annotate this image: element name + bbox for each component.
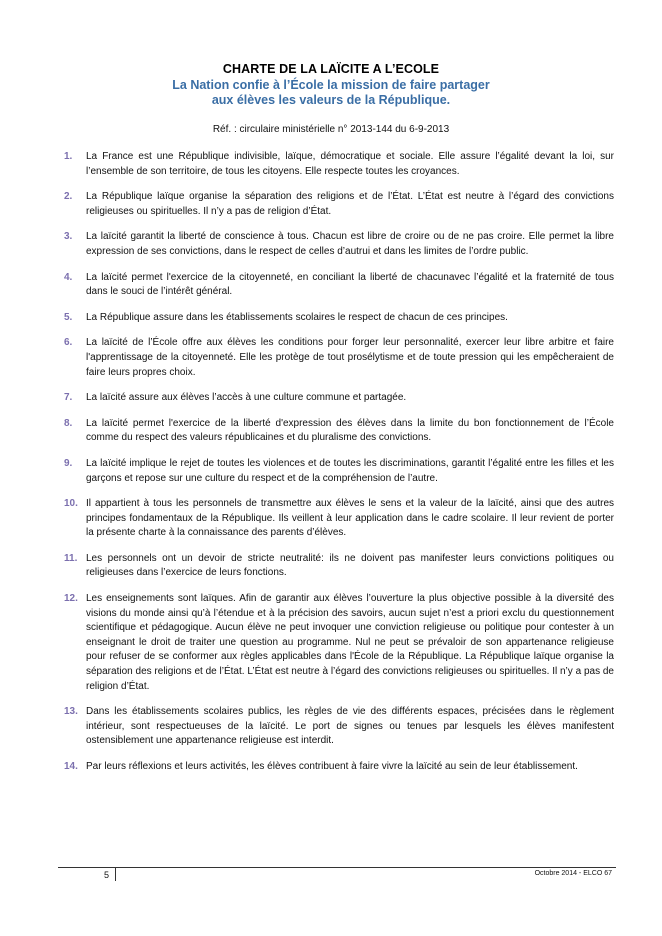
article-number: 13. (64, 706, 78, 718)
article-item (64, 311, 614, 326)
article-item (64, 230, 614, 259)
article-item (64, 150, 614, 179)
article-item (64, 592, 614, 694)
article-number: 7. (64, 392, 73, 404)
article-list (64, 150, 614, 775)
subtitle-line-1: La Nation confie à l’École la mission de faire partager (172, 78, 490, 92)
article-number: 5. (64, 311, 73, 323)
article-text: La République assure dans les établissements scolaires le respect de chacun de ces principes. (86, 311, 508, 323)
document-title: CHARTE DE LA LAÏCITE A L’ECOLE (222, 62, 440, 76)
article-item (64, 417, 614, 446)
article-number: 14. (64, 761, 78, 772)
article-text: Par leurs réflexions et leurs activités, les élèves contribuent à faire vivre la laïcité au sein de leur établissement. (86, 761, 578, 772)
article-item (64, 552, 614, 581)
article-item (64, 760, 614, 775)
article-number: 8. (64, 417, 73, 429)
article-number: 9. (64, 457, 73, 469)
footer-divider (58, 867, 616, 868)
article-number: 3. (64, 231, 73, 243)
article-text: Les personnels ont un devoir de stricte neutralité: ils ne doivent pas manifester leurs convictions politiques ou religieuses dans l’exercice de leurs fonctions. (86, 552, 614, 579)
article-item (64, 457, 614, 486)
article-text: La laïcité assure aux élèves l’accès à une culture commune et partagée. (86, 392, 407, 404)
article-item (64, 391, 614, 406)
article-item (64, 705, 614, 749)
article-text: La France est une République indivisible, laïque, démocratique et sociale. Elle assure l’égalité devant la loi, sur l’ensemble de son territoire, de tous les citoyens. Elle respecte toutes les croyances. (86, 151, 614, 177)
article-text: La laïcité de l’École offre aux élèves les conditions pour forger leur personnalité, exercer leur libre arbitre et faire l'apprentissage de la citoyenneté. Elle les protège de tout prosélytisme et de toute pression qui les empêcheraient de faire leurs propres choix. (86, 337, 614, 378)
article-item (64, 336, 614, 380)
article-item (64, 190, 614, 219)
page-number: 5 (104, 870, 110, 880)
article-text: Dans les établissements scolaires publics, les règles de vie des différents espaces, précisées dans le règlement intérieur, sont respectueuses de la laïcité. Le port de signes ou tenues par lesquels les élèves manifestent ostensiblement une appartenance religieuse est interdit. (86, 706, 614, 747)
article-text: Il appartient à tous les personnels de transmettre aux élèves le sens et la valeur de la laïcité, ainsi que des autres principes fondamentaux de la République. Ils veillent à leur application dans le cadre scolaire. Il leur revient de porter la présente charte à la connaissance des parents d’élèves. (86, 498, 614, 539)
document-subtitle (0, 78, 662, 108)
subtitle-line-2: aux élèves les valeurs de la République. (211, 93, 451, 107)
article-text: La laïcité permet l'exercice de la citoyenneté, en conciliant la liberté de chacunavec l’égalité et la fraternité de tous dans le souci de l’intérêt général. (86, 271, 614, 298)
article-text: La laïcité implique le rejet de toutes les violences et de toutes les discriminations, garantit l’égalité entre les filles et les garçons et repose sur une culture du respect et de la compréhension de l’autre. (86, 457, 614, 484)
reference-line: Réf. : circulaire ministérielle n° 2013-144 du 6-9-2013 (212, 124, 450, 135)
article-text: La laïcité garantit la liberté de conscience à tous. Chacun est libre de croire ou de ne pas croire. Elle permet la libre expression de ses convictions, dans le respect de celles d’autrui et dans les limites de l’ordre public. (86, 231, 614, 257)
article-number: 11. (64, 552, 78, 564)
article-text: La laïcité permet l'exercice de la liberté d'expression des élèves dans la limite du bon fonctionnement de l’École comme du respect des valeurs républicaines et du pluralisme des convictions. (86, 417, 614, 444)
article-number: 1. (64, 151, 73, 162)
article-text: La République laïque organise la séparation des religions et de l’État. L’État est neutre à l’égard des convictions religieuses ou spirituelles. Il n’y a pas de religion d’État. (86, 191, 614, 217)
article-number: 4. (64, 271, 73, 283)
article-number: 2. (64, 191, 73, 203)
article-number: 6. (64, 337, 73, 349)
article-number: 12. (64, 593, 78, 605)
page-number-divider (115, 868, 116, 881)
article-number: 10. (64, 498, 78, 510)
footer-date: Octobre 2014 - ELCO 67 (534, 870, 612, 877)
article-text: Les enseignements sont laïques. Afin de garantir aux élèves l’ouverture la plus objective possible à la diversité des visions du monde ainsi qu’à l’étendue et à la précision des savoirs, aucun sujet n’est a priori exclu du questionnement scientifique et pédagogique. Aucun élève ne peut invoquer une conviction religieuse ou politique pour contester à un enseignant le droit de traiter une question au programme. Nul ne peut se prévaloir de son appartenance religieuse pour refuser de se conformer aux règles applicables dans l'École de la République. La République laïque organise la séparation des religions et de l’État. L’État est neutre à l’égard des convictions religieuses ou spirituelles. Il n’y a pas de religion d’État. (86, 593, 614, 692)
article-item (64, 271, 614, 300)
article-item (64, 497, 614, 541)
